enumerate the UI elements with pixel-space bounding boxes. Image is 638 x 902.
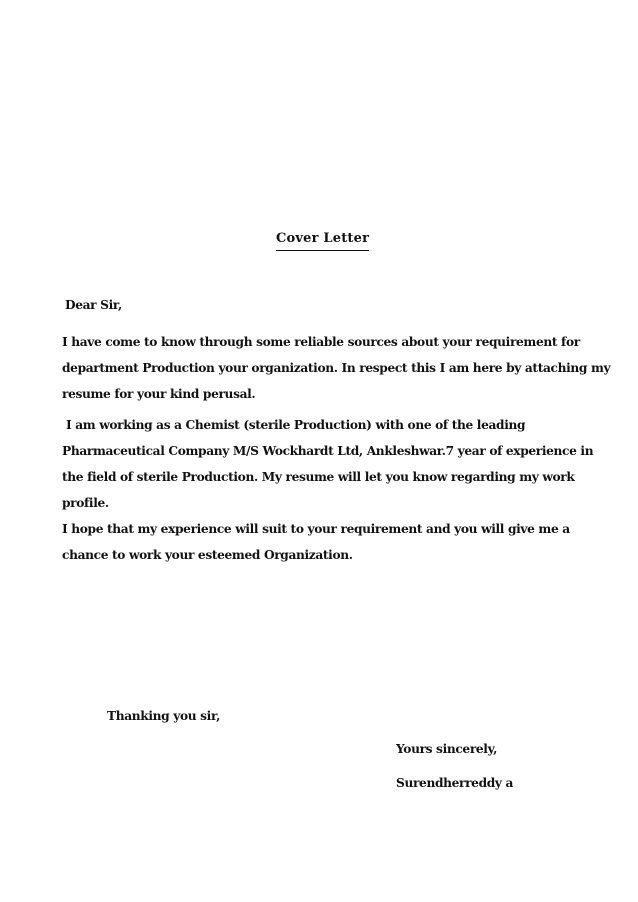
signoff: Yours sincerely, [396, 742, 498, 756]
paragraph-3-line-2: chance to work your esteemed Organization. [62, 548, 353, 562]
paragraph-2-line-2: Pharmaceutical Company M/S Wockhardt Ltd, Ankleshwar.7 year of experience in [62, 444, 594, 458]
paragraph-2-line-3: the field of sterile Production. My resume will let you know regarding my work [62, 470, 575, 484]
paragraph-2 [62, 412, 594, 516]
signature-name: Surendherreddy a [396, 776, 514, 790]
paragraph-2-line-1: I am working as a Chemist (sterile Production) with one of the leading [66, 418, 526, 432]
closing-line: Thanking you sir, [107, 709, 221, 723]
paragraph-1-line-2: department Production your organization. In respect this I am here by attaching my [62, 361, 611, 375]
paragraph-1-line-1: I have come to know through some reliable sources about your requirement for [62, 335, 580, 349]
paragraph-2-line-4: profile. [62, 496, 109, 510]
paragraph-1-line-3: resume for your kind perusal. [62, 387, 256, 401]
paragraph-1 [62, 329, 611, 407]
paragraph-3 [62, 516, 582, 568]
salutation: Dear Sir, [65, 298, 122, 312]
paragraph-3-line-1: I hope that my experience will suit to your requirement and you will give me a [62, 522, 570, 536]
letter-title: Cover Letter [276, 231, 369, 251]
